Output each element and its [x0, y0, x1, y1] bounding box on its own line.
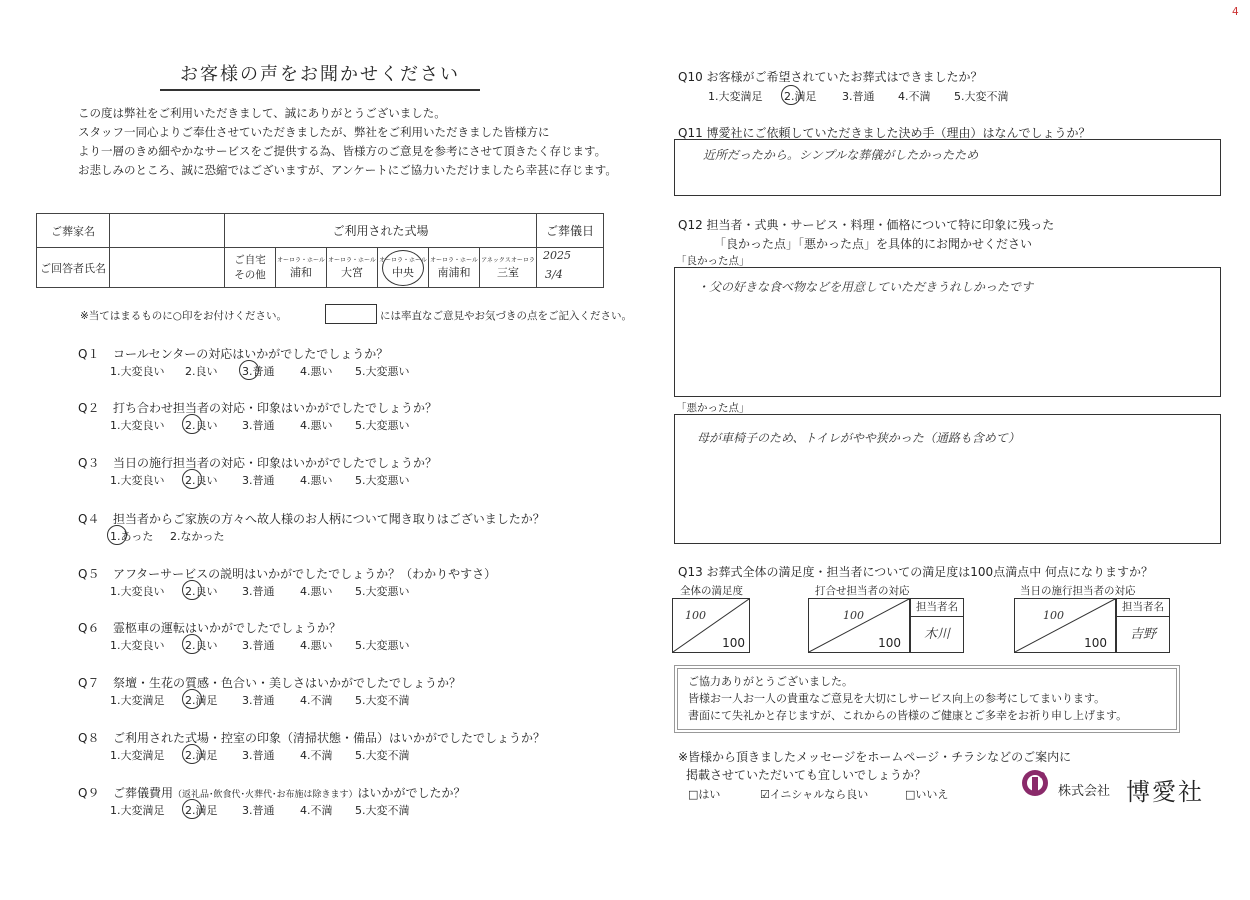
answer-option[interactable]: 4.不満: [300, 694, 333, 707]
home-label: ご自宅: [234, 253, 266, 266]
bad-label: 「悪かった点」: [676, 402, 750, 414]
q13-text: Q13 お葬式全体の満足度・担当者についての満足度は100点満点中 何点になりますか？: [678, 565, 1154, 579]
answer-option[interactable]: 1.大変満足: [110, 749, 165, 762]
good-label: 「良かった点」: [676, 255, 750, 267]
venue-option[interactable]: [480, 248, 537, 288]
date-year: 2025: [543, 249, 571, 262]
staff-label: 担当者名: [1116, 598, 1170, 617]
answer-option[interactable]: 1.大変良い: [110, 639, 165, 652]
q10-option[interactable]: 1.大変満足: [708, 90, 763, 103]
answer-option[interactable]: 4.悪い: [300, 474, 333, 487]
publish-option-no[interactable]: □いいえ: [905, 788, 949, 801]
good-answer-box[interactable]: [674, 267, 1221, 397]
bad-answer-box[interactable]: [674, 414, 1221, 544]
question-note: （返礼品･飲食代･火葬代･お布施は除きます）: [173, 790, 358, 800]
question-text: [113, 510, 545, 527]
answer-option[interactable]: 5.大変悪い: [355, 419, 410, 432]
question-number: Q１: [78, 347, 100, 361]
question-main-text: コールセンターの対応はいかがでしたでしょうか？: [113, 347, 389, 361]
question-number: Q９: [78, 786, 100, 800]
staff-name[interactable]: 吉野: [1116, 616, 1170, 653]
answer-option[interactable]: 5.大変悪い: [355, 474, 410, 487]
venue-prefix: アネックスオーロラ: [481, 257, 535, 264]
venue-option-selected[interactable]: [378, 248, 429, 288]
answer-option[interactable]: 1.大変良い: [110, 419, 165, 432]
thanks-line: 書面にて失礼かと存じますが、これからの皆様のご健康とご多幸をお祈り申し上げます。: [688, 709, 1128, 722]
thanks-box: [674, 665, 1180, 733]
answer-option[interactable]: 3.普通: [242, 694, 275, 707]
selection-circle: [182, 744, 202, 764]
answer-option[interactable]: 3.普通: [242, 639, 275, 652]
q12-line1: Q12 担当者・式典・サービス・料理・価格について特に印象に残った: [678, 218, 1055, 232]
question-main-text: ご葬儀費用: [113, 786, 174, 800]
selection-circle: [182, 634, 202, 654]
q10-option[interactable]: 4.不満: [898, 90, 931, 103]
staff-name[interactable]: 木川: [910, 616, 964, 653]
venue-header: ご利用された式場: [225, 214, 537, 248]
score-max: 100: [722, 636, 745, 650]
question-main-text: ご利用された式場・控室の印象（清掃状態・備品）はいかがでしたでしょうか？: [113, 731, 546, 745]
note-sample-box: [325, 304, 377, 324]
q11-answer-box[interactable]: [674, 139, 1221, 196]
good-answer: ・父の好きな食べ物などを用意していただきうれしかったです: [697, 280, 1034, 294]
venue-name: 浦和: [290, 266, 312, 279]
q11-answer: 近所だったから。シンプルな葬儀がしたかったため: [703, 148, 979, 162]
staff-label: 担当者名: [910, 598, 964, 617]
answer-option[interactable]: 1.大変満足: [110, 694, 165, 707]
date-header: ご葬儀日: [537, 214, 604, 248]
score-value: 100: [843, 609, 864, 622]
answer-option[interactable]: 1.あった: [110, 530, 154, 543]
score-box-overall[interactable]: [672, 598, 750, 653]
answer-option[interactable]: 2.満足: [185, 749, 218, 762]
publish-line2: 掲載させていただいても宜しいでしょうか？: [686, 768, 927, 782]
question-number: Q６: [78, 621, 100, 635]
question-text: [113, 619, 341, 636]
venue-prefix: オーロラ・ホール: [379, 257, 427, 264]
info-table: [36, 213, 604, 288]
intro-line: より一層のきめ細やかなサービスをご提供する為、皆様方のご意見を参考にさせて頂きたく存じます。: [78, 144, 607, 158]
venue-option[interactable]: [276, 248, 327, 288]
selection-circle: [182, 469, 202, 489]
score-label: 全体の満足度: [680, 585, 743, 597]
question-main-text: アフターサービスの説明はいかがでしたでしょうか？（わかりやすさ）: [113, 567, 497, 581]
score-label: 当日の施行担当者の対応: [1020, 585, 1136, 597]
intro-text: [78, 104, 617, 180]
q11-text: Q11 博愛社にご依頼していただきました決め手（理由）はなんでしょうか？: [678, 126, 1091, 140]
question-number: Q２: [78, 401, 100, 415]
venue-name: 大宮: [341, 266, 363, 279]
answer-option[interactable]: 1.大変良い: [110, 474, 165, 487]
answer-option[interactable]: 5.大変不満: [355, 804, 410, 817]
question-text: [113, 674, 461, 691]
publish-option-yes[interactable]: □はい: [688, 788, 721, 801]
publish-option-initials[interactable]: ☑イニシャルなら良い: [760, 788, 869, 801]
answer-option[interactable]: 4.悪い: [300, 365, 333, 378]
other-label: その他: [234, 268, 266, 281]
selection-circle: [182, 799, 202, 819]
selection-circle: [781, 85, 801, 105]
question-number: Q５: [78, 567, 100, 581]
thanks-line: 皆様お一人お一人の貴重なご意見を大切にしサービス向上の参考にしてまいります。: [688, 692, 1106, 705]
intro-line: スタッフ一同心よりご奉仕させていただきましたが、弊社をご利用いただきました皆様方に: [78, 125, 550, 139]
score-box-ceremony[interactable]: [1014, 598, 1116, 653]
selection-circle: [182, 689, 202, 709]
selection-circle: [182, 580, 202, 600]
answer-option[interactable]: 5.大変不満: [355, 694, 410, 707]
answer-option[interactable]: 3.普通: [242, 585, 275, 598]
answer-option[interactable]: 2.良い: [185, 419, 218, 432]
answer-option[interactable]: 5.大変悪い: [355, 365, 410, 378]
answer-option[interactable]: 2.満足: [185, 694, 218, 707]
venue-option[interactable]: [429, 248, 480, 288]
venue-name: 三室: [497, 266, 519, 279]
answer-option[interactable]: 4.悪い: [300, 419, 333, 432]
respondent-label: ご回答者氏名: [37, 248, 110, 288]
question-number: Q７: [78, 676, 100, 690]
answer-option[interactable]: 5.大変悪い: [355, 585, 410, 598]
answer-option[interactable]: 3.普通: [242, 365, 275, 378]
score-max: 100: [878, 636, 901, 650]
venue-prefix: オーロラ・ホール: [277, 257, 325, 264]
question-main-text: 担当者からご家族の方々へ故人様のお人柄について聞き取りはございましたか？: [113, 512, 545, 526]
question-end-text: はいかがでしたか？: [357, 786, 466, 800]
bad-answer: 母が車椅子のため、トイレがやや狭かった（通路も含めて）: [697, 431, 1020, 445]
venue-name: 南浦和: [437, 266, 471, 279]
question-main-text: 霊柩車の運転はいかがでしたでしょうか？: [113, 621, 342, 635]
venue-name: 中央: [392, 266, 414, 279]
question-number: Q３: [78, 456, 100, 470]
answer-option[interactable]: 1.大変良い: [110, 365, 165, 378]
respondent-field[interactable]: [110, 248, 225, 288]
answer-option[interactable]: 2.良い: [185, 365, 218, 378]
date-md: 3/4: [545, 268, 563, 281]
answer-option[interactable]: 3.普通: [242, 419, 275, 432]
family-name-field[interactable]: [110, 214, 225, 248]
page-title: お客様の声をお聞かせください: [160, 60, 480, 91]
question-text: [113, 454, 437, 471]
answer-option[interactable]: 2.良い: [185, 474, 218, 487]
note-left: ※当てはまるものに○印をお付けください。: [80, 310, 287, 322]
answer-option[interactable]: 4.不満: [300, 804, 333, 817]
answer-option[interactable]: 3.普通: [242, 804, 275, 817]
answer-option[interactable]: 2.なかった: [170, 530, 225, 543]
answer-option[interactable]: 5.大変悪い: [355, 639, 410, 652]
venue-prefix: オーロラ・ホール: [328, 257, 376, 264]
selection-circle: [182, 414, 202, 434]
score-max: 100: [1084, 636, 1107, 650]
q10-text: Q10 お客様がご希望されていたお葬式はできましたか？: [678, 70, 983, 84]
q10-option[interactable]: 5.大変不満: [954, 90, 1009, 103]
answer-option[interactable]: 3.普通: [242, 749, 275, 762]
venue-prefix: オーロラ・ホール: [430, 257, 478, 264]
answer-option[interactable]: 4.不満: [300, 749, 333, 762]
answer-option[interactable]: 5.大変不満: [355, 749, 410, 762]
answer-option[interactable]: 2.良い: [185, 585, 218, 598]
note-right: には率直なご意見やお気づきの点をご記入ください。: [380, 310, 632, 322]
question-text: [113, 784, 466, 801]
question-main-text: 祭壇・生花の質感・色合い・美しさはいかがでしたでしょうか？: [113, 676, 462, 690]
answer-option[interactable]: 4.悪い: [300, 639, 333, 652]
question-main-text: 当日の施行担当者の対応・印象はいかがでしたでしょうか？: [113, 456, 438, 470]
q10-option[interactable]: 2.満足: [784, 90, 817, 103]
q10-option[interactable]: 3.普通: [842, 90, 875, 103]
intro-line: この度は弊社をご利用いただきまして、誠にありがとうございました。: [78, 106, 446, 120]
selection-circle: [107, 525, 127, 545]
company-name: 博愛社: [1126, 778, 1204, 806]
publish-line1: ※皆様から頂きましたメッセージをホームページ・チラシなどのご案内に: [678, 750, 1072, 764]
intro-line: お悲しみのところ、誠に恐縮ではございますが、アンケートにご協力いただけましたら幸甚に存じます。: [78, 163, 617, 177]
question-number: Q８: [78, 731, 100, 745]
q12-line2: 「良かった点」「悪かった点」を具体的にお聞かせください: [714, 237, 1033, 251]
page-number: 4: [1232, 6, 1239, 18]
venue-option[interactable]: [327, 248, 378, 288]
question-text: [113, 399, 437, 416]
answer-option[interactable]: 2.良い: [185, 639, 218, 652]
selection-circle: [239, 360, 259, 380]
question-text: [113, 565, 496, 582]
answer-option[interactable]: 3.普通: [242, 474, 275, 487]
thanks-line: ご協力ありがとうございました。: [688, 675, 853, 688]
question-number: Q４: [78, 512, 100, 526]
date-field[interactable]: [537, 248, 604, 288]
home-other-option[interactable]: [225, 248, 276, 288]
selection-circle: [382, 250, 424, 286]
company-prefix: 株式会社: [1058, 784, 1111, 799]
score-label: 打合せ担当者の対応: [815, 585, 910, 597]
question-text: [113, 729, 545, 746]
answer-option[interactable]: 1.大変満足: [110, 804, 165, 817]
score-value: 100: [1043, 609, 1064, 622]
company-logo-icon: [1020, 768, 1050, 798]
family-name-label: ご葬家名: [37, 214, 110, 248]
answer-option[interactable]: 2.満足: [185, 804, 218, 817]
question-main-text: 打ち合わせ担当者の対応・印象はいかがでしたでしょうか？: [113, 401, 438, 415]
score-box-planner[interactable]: [808, 598, 910, 653]
score-value: 100: [685, 609, 706, 622]
answer-option[interactable]: 1.大変良い: [110, 585, 165, 598]
answer-option[interactable]: 4.悪い: [300, 585, 333, 598]
